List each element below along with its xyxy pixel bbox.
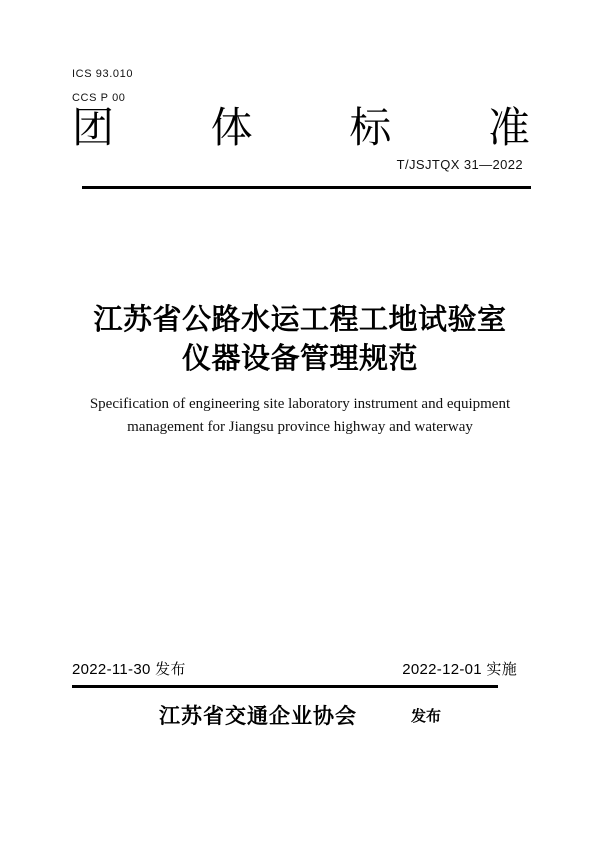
ccs-classification-code: CCS P 00 xyxy=(72,92,126,104)
dates-row xyxy=(72,658,517,679)
standard-type-heading xyxy=(72,106,530,150)
standard-number: T/JSJTQX 31—2022 xyxy=(396,157,523,172)
standard-type-char-3: 标 xyxy=(349,104,392,151)
footer-rule xyxy=(72,685,498,688)
document-title-line-1: 江苏省公路水运工程工地试验室 xyxy=(93,304,507,336)
implementation-date: 2022-12-01 实施 xyxy=(402,661,517,678)
standard-type-char-1: 团 xyxy=(72,104,115,151)
publisher-row xyxy=(55,700,545,730)
publisher-name: 江苏省交通企业协会 xyxy=(158,705,357,728)
document-title xyxy=(60,301,540,379)
standard-type-char-2: 体 xyxy=(210,104,253,151)
document-subtitle-line-2: management for Jiangsu province highway and waterway xyxy=(127,419,473,435)
document-title-line-2: 仪器设备管理规范 xyxy=(181,343,418,375)
ics-classification-code: ICS 93.010 xyxy=(72,68,134,80)
standard-type-char-4: 准 xyxy=(487,104,530,151)
header-rule xyxy=(82,186,531,189)
document-subtitle-line-1: Specification of engineering site laboratory instrument and equipment xyxy=(89,396,511,412)
document-subtitle-english xyxy=(60,393,540,439)
publish-label: 发布 xyxy=(410,707,441,725)
issue-date: 2022-11-30 发布 xyxy=(72,661,186,678)
